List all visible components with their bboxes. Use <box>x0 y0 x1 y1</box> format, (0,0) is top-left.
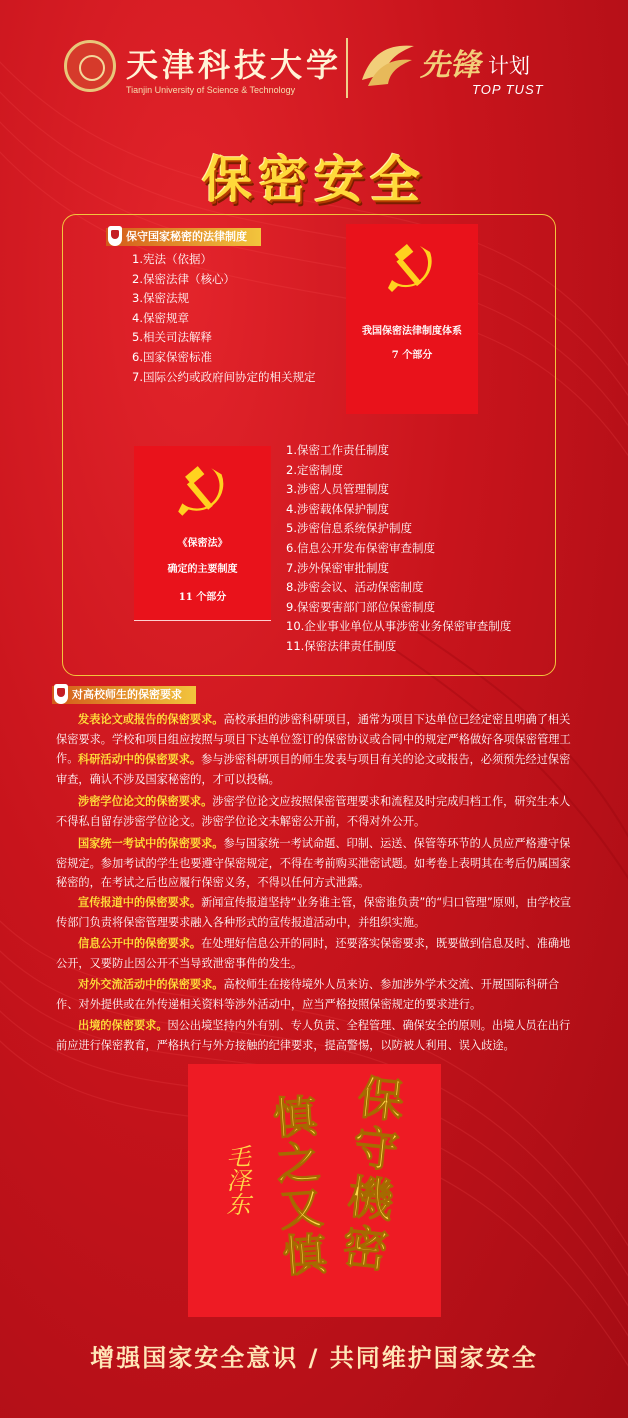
requirement-text: 高校师生在接待境外人员来访、参加涉外学术交流、开展国际科研合作、对外提供或在外传递相关资料等涉外活动中，应当严格按照保密规定的要求进行。 <box>56 978 560 1011</box>
requirement-text: 参与涉密科研项目的师生发表与项目有关的论文或报告，必须预先经过保密审查，确认不涉及国家秘密的，才可以投稿。 <box>56 753 571 786</box>
phoenix-wing-icon <box>358 40 418 92</box>
requirements-tag <box>52 686 196 704</box>
requirement-paragraph <box>56 750 576 789</box>
shield-icon <box>54 684 68 704</box>
poster-2-line1: 《保密法》 <box>177 538 228 549</box>
requirement-text: 因公出境坚持内外有别、专人负责、全程管理、确保安全的原则。出境人员在出行前应进行保密教育，严格执行与外方接触的纪律要求，提高警惕，以防被人利用、误入歧途。 <box>56 1019 571 1052</box>
requirement-text: 新闻宣传报道坚持“业务谁主管，保密谁负责”的“归口管理”原则，由学校宣传部门负责将保密管理要求融入各种形式的宣传报道活动中，并组织实施。 <box>56 896 572 929</box>
law-section-tag-label: 保守国家秘密的法律制度 <box>126 230 247 243</box>
requirement-paragraph <box>56 975 576 1014</box>
list-item: 9.保密要害部门部位保密制度 <box>286 599 435 614</box>
list-item: 4.保密规章 <box>132 310 189 325</box>
confidentiality-law-poster <box>134 446 271 621</box>
calligraphy-col2: 慎之又慎 <box>263 1092 328 1280</box>
list-item: 4.涉密载体保护制度 <box>286 501 389 516</box>
program-name-cn: 先锋 <box>420 48 480 83</box>
poster-2-line2: 确定的主要制度 <box>167 564 238 575</box>
calligraphy-image <box>188 1064 441 1317</box>
list-item: 6.国家保密标准 <box>132 349 212 364</box>
header-divider <box>346 38 348 98</box>
list-item: 7.涉外保密审批制度 <box>286 560 389 575</box>
hammer-sickle-icon <box>172 462 234 524</box>
list-item: 1.保密工作责任制度 <box>286 443 389 457</box>
calligraphy-artwork <box>188 1064 441 1317</box>
requirement-lead: 科研活动中的保密要求。 <box>78 753 202 766</box>
university-seal-icon <box>64 40 116 92</box>
requirement-text: 参与国家统一考试命题、印制、运送、保管等环节的人员应严格遵守保密规定。参加考试的学生也要遵守保密规定，不得在考前购买泄密试题。如考卷上表明其在考后仍属国家秘密的，在考试之后也应履行保密义务，不得以任何方式泄露。 <box>56 837 571 890</box>
list-item: 5.相关司法解释 <box>132 330 212 345</box>
page-title: 保密安全 <box>202 151 426 209</box>
requirement-text: 涉密学位论文应按照保密管理要求和流程及时完成归档工作，研究生本人不得私自留存涉密学位论文。涉密学位论文未解密公开前，不得对外公开。 <box>56 795 571 828</box>
requirement-lead: 涉密学位论文的保密要求。 <box>78 795 213 808</box>
requirement-text: 在处理好信息公开的同时，还要落实保密要求，既要做到信息及时、准确地公开，又要防止因公开不当导致泄密事件的发生。 <box>56 937 571 970</box>
header-logo-row <box>64 38 584 108</box>
list-item: 1.宪法（依据） <box>132 252 212 266</box>
university-name-en: Tianjin University of Science & Technology <box>126 85 296 95</box>
requirement-lead: 对外交流活动中的保密要求。 <box>78 978 224 991</box>
requirement-paragraph <box>56 893 576 932</box>
requirement-paragraph <box>56 1016 576 1055</box>
requirements-tag-label: 对高校师生的保密要求 <box>72 688 182 701</box>
hammer-sickle-icon <box>382 240 442 300</box>
list-item: 8.涉密会议、活动保密制度 <box>286 580 424 595</box>
requirement-lead: 信息公开中的保密要求。 <box>78 937 202 950</box>
poster-2-line3: 11 个部分 <box>178 592 227 603</box>
list-item: 6.信息公开发布保密审查制度 <box>286 540 435 555</box>
list-item: 3.保密法规 <box>132 291 189 306</box>
list-item: 3.涉密人员管理制度 <box>286 482 389 497</box>
law-list <box>132 250 315 387</box>
slogan: 增强国家安全意识 / 共同维护国家安全 <box>90 1344 538 1372</box>
program-suffix: 计划 <box>488 54 530 78</box>
law-system-poster <box>346 224 478 414</box>
list-item: 5.涉密信息系统保护制度 <box>286 521 412 536</box>
requirement-lead: 发表论文或报告的保密要求。 <box>78 713 224 726</box>
requirement-lead: 宣传报道中的保密要求。 <box>78 896 202 909</box>
university-name-cn: 天津科技大学 <box>126 46 343 84</box>
requirement-lead: 国家统一考试中的保密要求。 <box>78 837 224 850</box>
requirement-paragraph <box>56 934 576 973</box>
list-item: 10.企业事业单位从事涉密业务保密审查制度 <box>286 619 512 634</box>
calligraphy-signature: 毛泽东 <box>222 1144 250 1216</box>
program-name-en: TOP TUST <box>472 82 544 97</box>
list-item: 11.保密法律责任制度 <box>286 638 397 653</box>
requirement-paragraph <box>56 834 576 893</box>
list-item: 2.保密法律（核心） <box>132 271 235 286</box>
calligraphy-col1: 保守機密 <box>332 1071 408 1277</box>
list-item: 7.国际公约或政府间协定的相关规定 <box>132 369 316 384</box>
system-list <box>286 441 511 657</box>
poster-1-line1: 我国保密法律制度体系 <box>362 326 462 337</box>
list-item: 2.定密制度 <box>286 462 343 477</box>
law-section-tag <box>106 228 261 246</box>
requirement-text: 高校承担的涉密科研项目，通常为项目下达单位已经定密且明确了相关保密要求。学校和项目组应按照与项目下达单位签订的保密协议或合同中的规定严格做好各项保密管理工作。 <box>56 713 571 766</box>
poster-1-line2: 7 个部分 <box>391 350 433 361</box>
requirement-lead: 出境的保密要求。 <box>78 1019 168 1032</box>
requirement-paragraph <box>56 792 576 831</box>
shield-icon <box>108 226 122 246</box>
